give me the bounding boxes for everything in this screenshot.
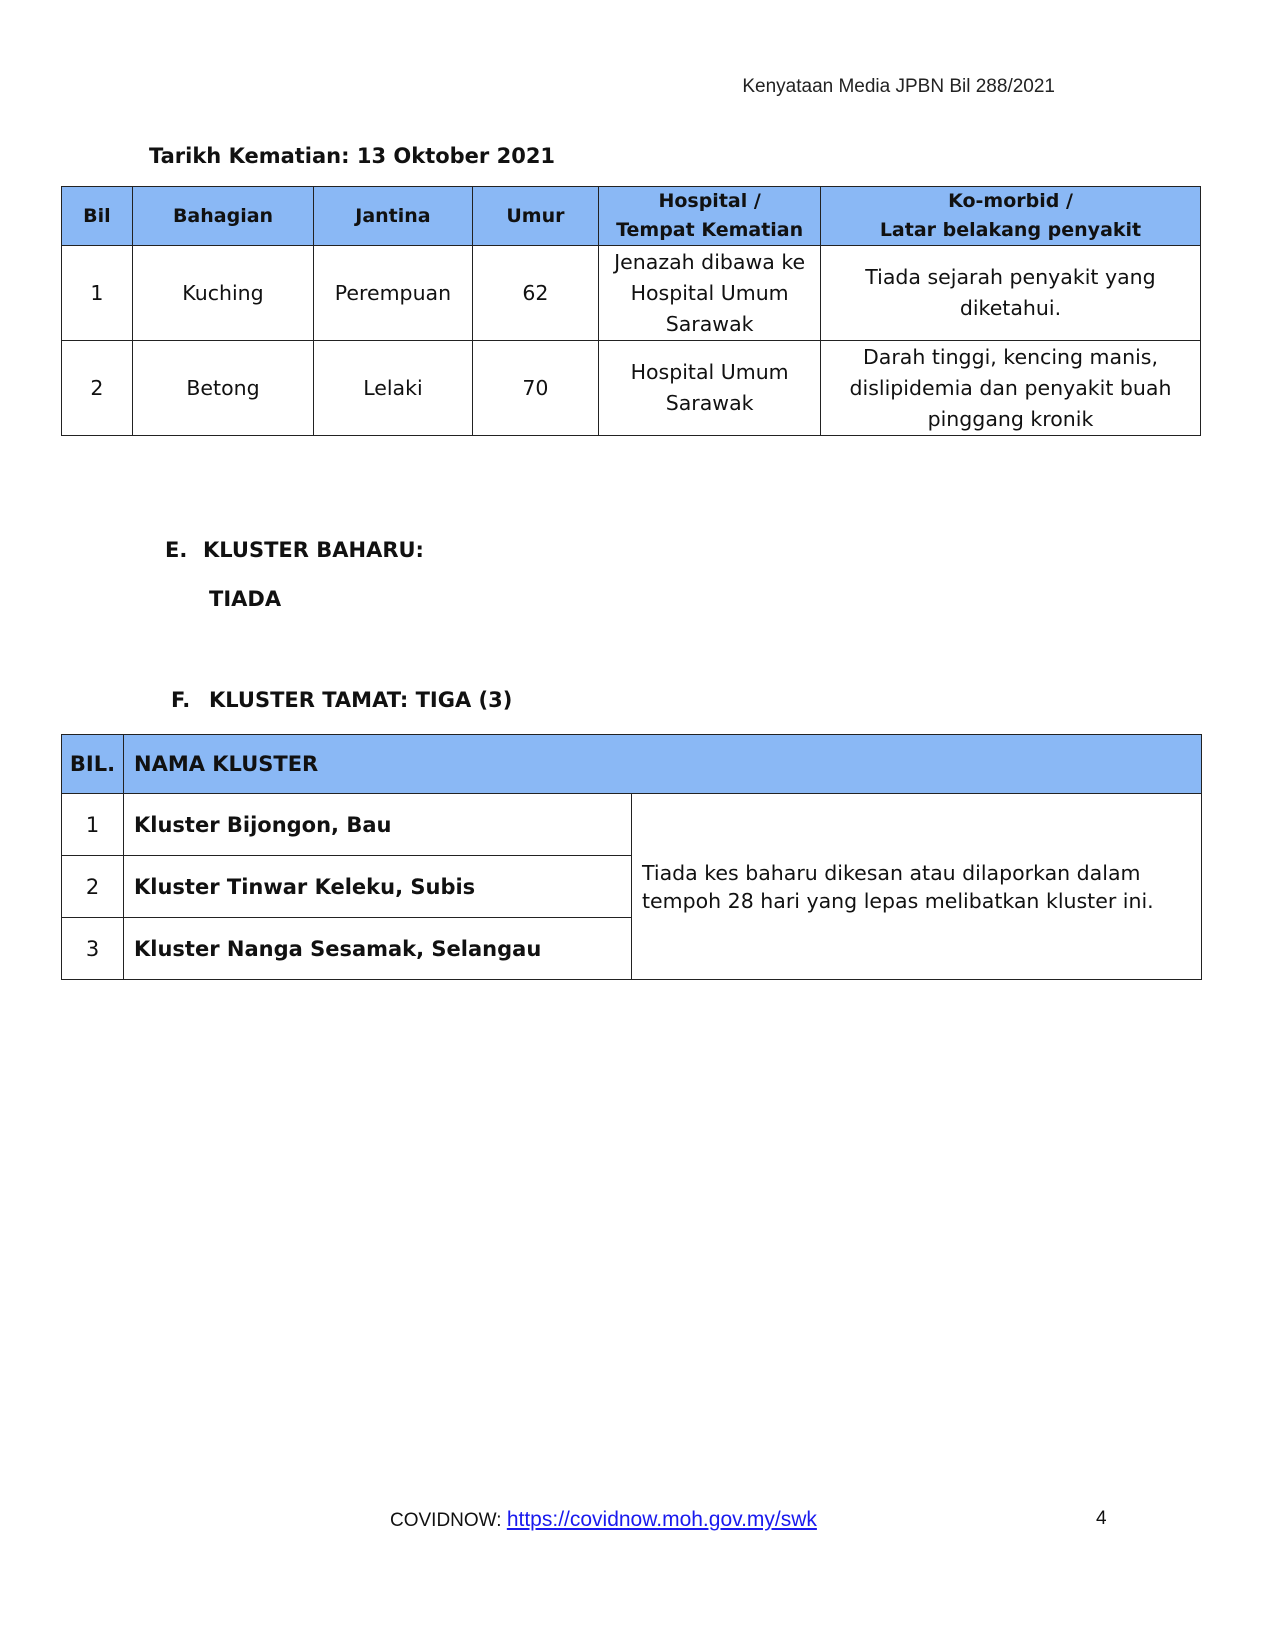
- section-f-heading: [171, 688, 512, 712]
- cell-bil: 2: [62, 856, 124, 918]
- cell-cluster-note: Tiada kes baharu dikesan atau dilaporkan dalam tempoh 28 hari yang lepas melibatkan kluster ini.: [632, 794, 1202, 980]
- document-reference: Kenyataan Media JPBN Bil 288/2021: [742, 76, 1055, 97]
- cell-komorbid: Darah tinggi, kencing manis, dislipidemia dan penyakit buah pinggang kronik: [820, 341, 1200, 436]
- cell-bil: 1: [62, 246, 133, 341]
- cell-cluster-name: Kluster Nanga Sesamak, Selangau: [124, 918, 632, 980]
- cell-komorbid: Tiada sejarah penyakit yang diketahui.: [820, 246, 1200, 341]
- col-hospital: Hospital / Tempat Kematian: [599, 187, 821, 246]
- cell-jantina: Perempuan: [314, 246, 472, 341]
- section-e-letter: E.: [165, 538, 188, 562]
- section-f-title: KLUSTER TAMAT: TIGA (3): [209, 688, 513, 712]
- cell-hospital: Hospital Umum Sarawak: [599, 341, 821, 436]
- cell-umur: 62: [472, 246, 599, 341]
- col-bil: Bil: [62, 187, 133, 246]
- col-bil: BIL.: [62, 735, 124, 794]
- col-bahagian: Bahagian: [132, 187, 314, 246]
- cell-jantina: Lelaki: [314, 341, 472, 436]
- covidnow-link[interactable]: https://covidnow.moh.gov.my/swk: [506, 1508, 817, 1531]
- col-nama-kluster: NAMA KLUSTER: [124, 735, 1202, 794]
- table-row: [62, 341, 1201, 436]
- cell-bil: 2: [62, 341, 133, 436]
- ended-clusters-header: [62, 735, 1202, 794]
- cell-cluster-name: Kluster Tinwar Keleku, Subis: [124, 856, 632, 918]
- section-e-value: TIADA: [209, 587, 282, 611]
- cell-bil: 1: [62, 794, 124, 856]
- cell-bahagian: Kuching: [132, 246, 314, 341]
- deaths-table-header: [62, 187, 1201, 246]
- cell-umur: 70: [472, 341, 599, 436]
- col-jantina: Jantina: [314, 187, 472, 246]
- ended-clusters-table: [61, 734, 1202, 980]
- deaths-table: [61, 186, 1201, 436]
- cell-hospital: Jenazah dibawa ke Hospital Umum Sarawak: [599, 246, 821, 341]
- col-komorbid: Ko-morbid / Latar belakang penyakit: [820, 187, 1200, 246]
- page-number: 4: [1096, 1508, 1107, 1529]
- cell-bil: 3: [62, 918, 124, 980]
- table-row: [62, 794, 1202, 856]
- footer: [390, 1508, 817, 1532]
- section-e-heading: [165, 538, 424, 562]
- table-row: [62, 246, 1201, 341]
- section-f-letter: F.: [171, 688, 191, 712]
- death-date-heading: Tarikh Kematian: 13 Oktober 2021: [149, 144, 556, 168]
- section-e-title: KLUSTER BAHARU:: [203, 538, 424, 562]
- cell-cluster-name: Kluster Bijongon, Bau: [124, 794, 632, 856]
- cell-bahagian: Betong: [132, 341, 314, 436]
- footer-label: COVIDNOW:: [390, 1510, 507, 1531]
- col-umur: Umur: [472, 187, 599, 246]
